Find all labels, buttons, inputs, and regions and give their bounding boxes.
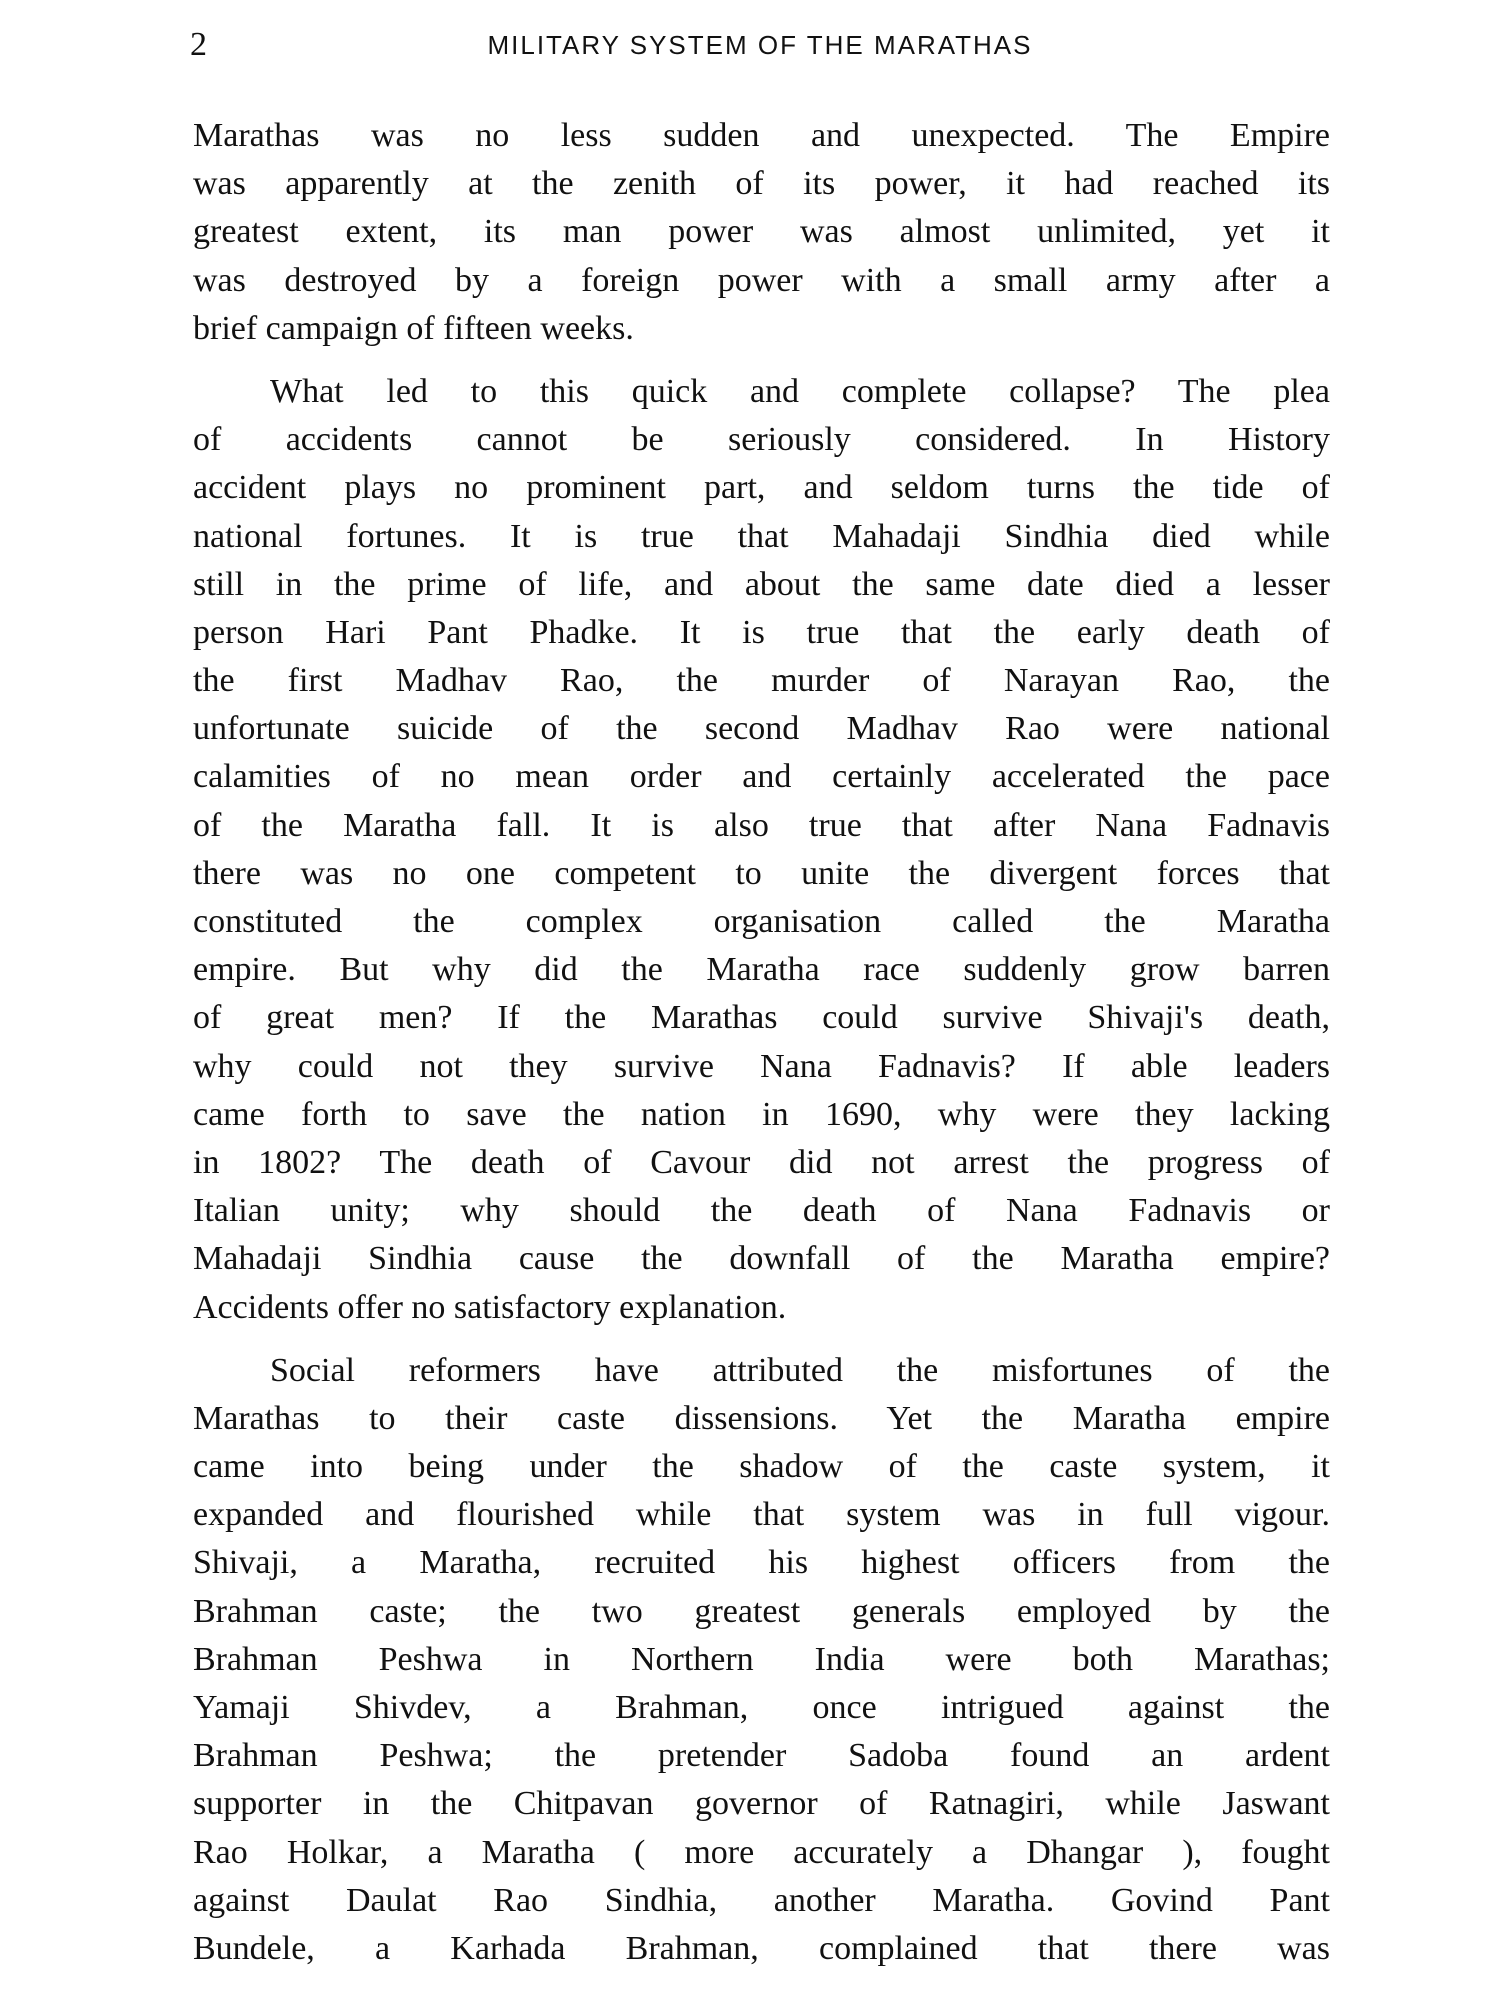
- text-line: in 1802? The death of Cavour did not arrest the progress of: [193, 1143, 1330, 1181]
- text-line: Marathas to their caste dissensions. Yet the Maratha empire: [193, 1399, 1330, 1437]
- body-text: [193, 112, 1330, 1973]
- text-line: Rao Holkar, a Maratha ( more accurately a Dhangar ), fought: [193, 1833, 1330, 1871]
- text-line: Marathas was no less sudden and unexpected. The Empire: [193, 117, 1330, 154]
- text-line: the first Madhav Rao, the murder of Narayan Rao, the: [193, 662, 1330, 700]
- text-line: Accidents offer no satisfactory explanation.: [193, 1288, 787, 1326]
- running-head-title: MILITARY SYSTEM OF THE MARATHAS: [487, 30, 1033, 60]
- text-line: national fortunes. It is true that Mahadaji Sindhia died while: [193, 517, 1330, 555]
- text-line: unfortunate suicide of the second Madhav Rao were national: [193, 710, 1330, 748]
- text-line: why could not they survive Nana Fadnavis? If able leaders: [193, 1047, 1330, 1085]
- text-line: supporter in the Chitpavan governor of Ratnagiri, while Jaswant: [193, 1785, 1330, 1823]
- text-line: came forth to save the nation in 1690, why were they lacking: [193, 1095, 1330, 1133]
- text-line: still in the prime of life, and about the same date died a lesser: [193, 565, 1330, 603]
- text-line: empire. But why did the Maratha race suddenly grow barren: [193, 951, 1330, 989]
- text-line: against Daulat Rao Sindhia, another Maratha. Govind Pant: [193, 1881, 1330, 1919]
- text-line: Mahadaji Sindhia cause the downfall of the Maratha empire?: [193, 1240, 1330, 1278]
- text-line: What led to this quick and complete collapse? The plea: [270, 372, 1330, 410]
- text-line: there was no one competent to unite the divergent forces that: [193, 854, 1330, 892]
- paragraph-1: [193, 112, 1330, 353]
- text-line: of accidents cannot be seriously considered. In History: [193, 421, 1330, 459]
- text-line: of great men? If the Marathas could survive Shivaji's death,: [193, 999, 1330, 1037]
- page-number: 2: [190, 26, 207, 63]
- text-line: Italian unity; why should the death of Nana Fadnavis or: [193, 1192, 1330, 1230]
- text-line: constituted the complex organisation called the Maratha: [193, 903, 1330, 940]
- text-line: Brahman Peshwa; the pretender Sadoba found an ardent: [193, 1737, 1330, 1775]
- running-head: [190, 20, 1330, 70]
- text-line: accident plays no prominent part, and seldom turns the tide of: [193, 469, 1330, 507]
- text-line: Bundele, a Karhada Brahman, complained that there was: [193, 1929, 1330, 1967]
- text-line: person Hari Pant Phadke. It is true that the early death of: [193, 613, 1330, 651]
- text-line: came into being under the shadow of the caste system, it: [193, 1448, 1330, 1486]
- text-line: was destroyed by a foreign power with a small army after a: [193, 261, 1330, 299]
- text-line: Shivaji, a Maratha, recruited his highest officers from the: [193, 1544, 1330, 1582]
- paragraph-2: [193, 368, 1330, 1332]
- text-line: expanded and flourished while that system was in full vigour.: [193, 1496, 1330, 1534]
- text-line: calamities of no mean order and certainly accelerated the pace: [193, 758, 1330, 796]
- text-line: Brahman caste; the two greatest generals employed by the: [193, 1592, 1330, 1630]
- text-line: greatest extent, its man power was almost unlimited, yet it: [193, 213, 1330, 251]
- text-line: Brahman Peshwa in Northern India were both Marathas;: [193, 1640, 1330, 1678]
- text-line: Social reformers have attributed the misfortunes of the: [270, 1351, 1330, 1389]
- text-line: Yamaji Shivdev, a Brahman, once intrigued against the: [193, 1689, 1330, 1726]
- text-line: brief campaign of fifteen weeks.: [193, 309, 634, 347]
- text-line: was apparently at the zenith of its power, it had reached its: [193, 165, 1330, 203]
- paragraph-3: [193, 1347, 1330, 1973]
- text-line: of the Maratha fall. It is also true that after Nana Fadnavis: [193, 806, 1330, 844]
